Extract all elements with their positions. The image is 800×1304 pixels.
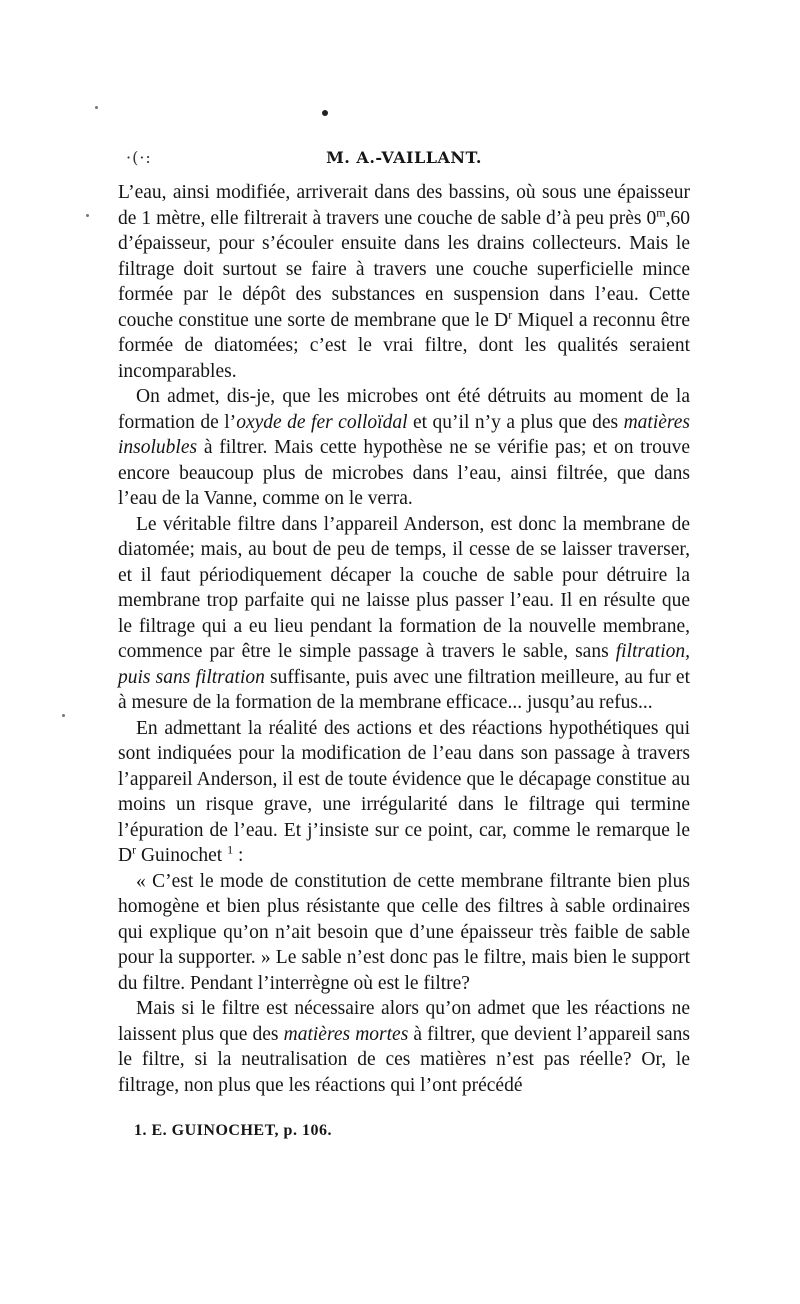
text-run: et qu’il n’y a plus que des	[407, 411, 624, 433]
text-run: On admet, dis-je, que les microbes ont été détruits au moment de la formation de l’	[118, 386, 690, 433]
text-run: « C’est le mode de constitution de cette membrane filtrante bien plus homogène et bien plus résistante que celle des filtres à sable ordinaires qui explique qu’on n’ait besoin que d’une épaisseur très faible de sable pour la supporter. » Le sable n’est donc pas le filtre, mais bien le support du filtre. Pendant l’interrègne où est le filtre?	[118, 870, 690, 994]
superscript: r	[508, 307, 513, 321]
scan-speck	[95, 106, 98, 109]
paragraph	[118, 869, 690, 997]
superscript: r	[132, 842, 137, 857]
text-run: Guinochet	[136, 845, 228, 866]
body-text	[118, 180, 690, 1098]
text-run: Miquel a reconnu être formée de diatomées; c’est le vrai filtre, dont les qualités seraient incomparables.	[118, 309, 690, 382]
text-run: Mais si le filtre est nécessaire alors qu’on admet que les réactions ne laissent plus que des	[118, 998, 690, 1045]
text-run: à filtrer, que devient l’appareil sans le filtre, si la neutralisation de ces matières n’est pas réelle? Or, le filtrage, non plus que les réactions qui l’ont précédé	[118, 1023, 690, 1096]
paragraph	[118, 716, 690, 869]
scan-speck	[322, 110, 328, 116]
running-head: M. A.-VAILLANT.	[326, 148, 482, 167]
text-run: :	[233, 845, 244, 866]
superscript: m	[656, 205, 666, 219]
italic-text: oxyde de fer colloïdal	[236, 411, 408, 433]
paragraph	[118, 384, 690, 512]
italic-text: matières mortes	[283, 1023, 409, 1045]
italic-text: filtration, puis sans filtration	[118, 641, 690, 688]
footnote: 1. E. GUINOCHET, p. 106.	[134, 1122, 332, 1139]
scan-speck	[62, 714, 65, 717]
text-run: à filtrer. Mais cette hypothèse ne se vérifie pas; et on trouve encore beaucoup plus de microbes dans l’eau, ainsi filtrée, que dans l’eau de la Vanne, comme on le verra.	[118, 437, 690, 509]
text-run: En admettant la réalité des actions et des réactions hypothétiques qui sont indiquées pour la modification de l’eau dans son passage à travers l’appareil Anderson, il est de toute évidence que le décapage constitue au moins un risque grave, une irrégularité dans le filtrage qui termine l’épuration de l’eau. Et j’insiste sur ce point, car, comme le remarque le D	[118, 717, 690, 866]
superscript: 1	[227, 842, 234, 857]
text-run: Le véritable filtre dans l’appareil Anderson, est donc la membrane de diatomée; mais, au bout de peu de temps, il cesse de se laisser traverser, et il faut périodiquement décaper la couche de sable pour détruire la membrane trop parfaite qui ne laisse plus passer l’eau. Il en résulte que le filtrage qui a eu lieu pendant la formation de la nouvelle membrane, commence par être le simple passage à travers le sable, sans	[118, 513, 690, 662]
text-run: ,60 d’épaisseur, pour s’écouler ensuite dans les drains collecteurs. Mais le filtrage doit surtout se faire à travers une couche superficielle mince formée par le dépôt des substances en suspension dans l’eau. Cette couche constitue une sorte de membrane que le D	[118, 207, 690, 331]
page-number: ·(·:	[126, 148, 152, 167]
scan-speck	[86, 214, 89, 217]
paragraph	[118, 996, 690, 1098]
paragraph	[118, 180, 690, 384]
text-run: suffisante, puis avec une filtration meilleure, au fur et à mesure de la formation de la membrane efficace... jusqu’au refus...	[118, 666, 690, 713]
text-run: L’eau, ainsi modifiée, arriverait dans des bassins, où sous une épaisseur de 1 mètre, elle filtrerait à travers une couche de sable d’à peu près 0	[118, 182, 690, 229]
paragraph	[118, 512, 690, 716]
page-header	[118, 148, 690, 172]
italic-text: matières insolubles	[118, 411, 690, 458]
